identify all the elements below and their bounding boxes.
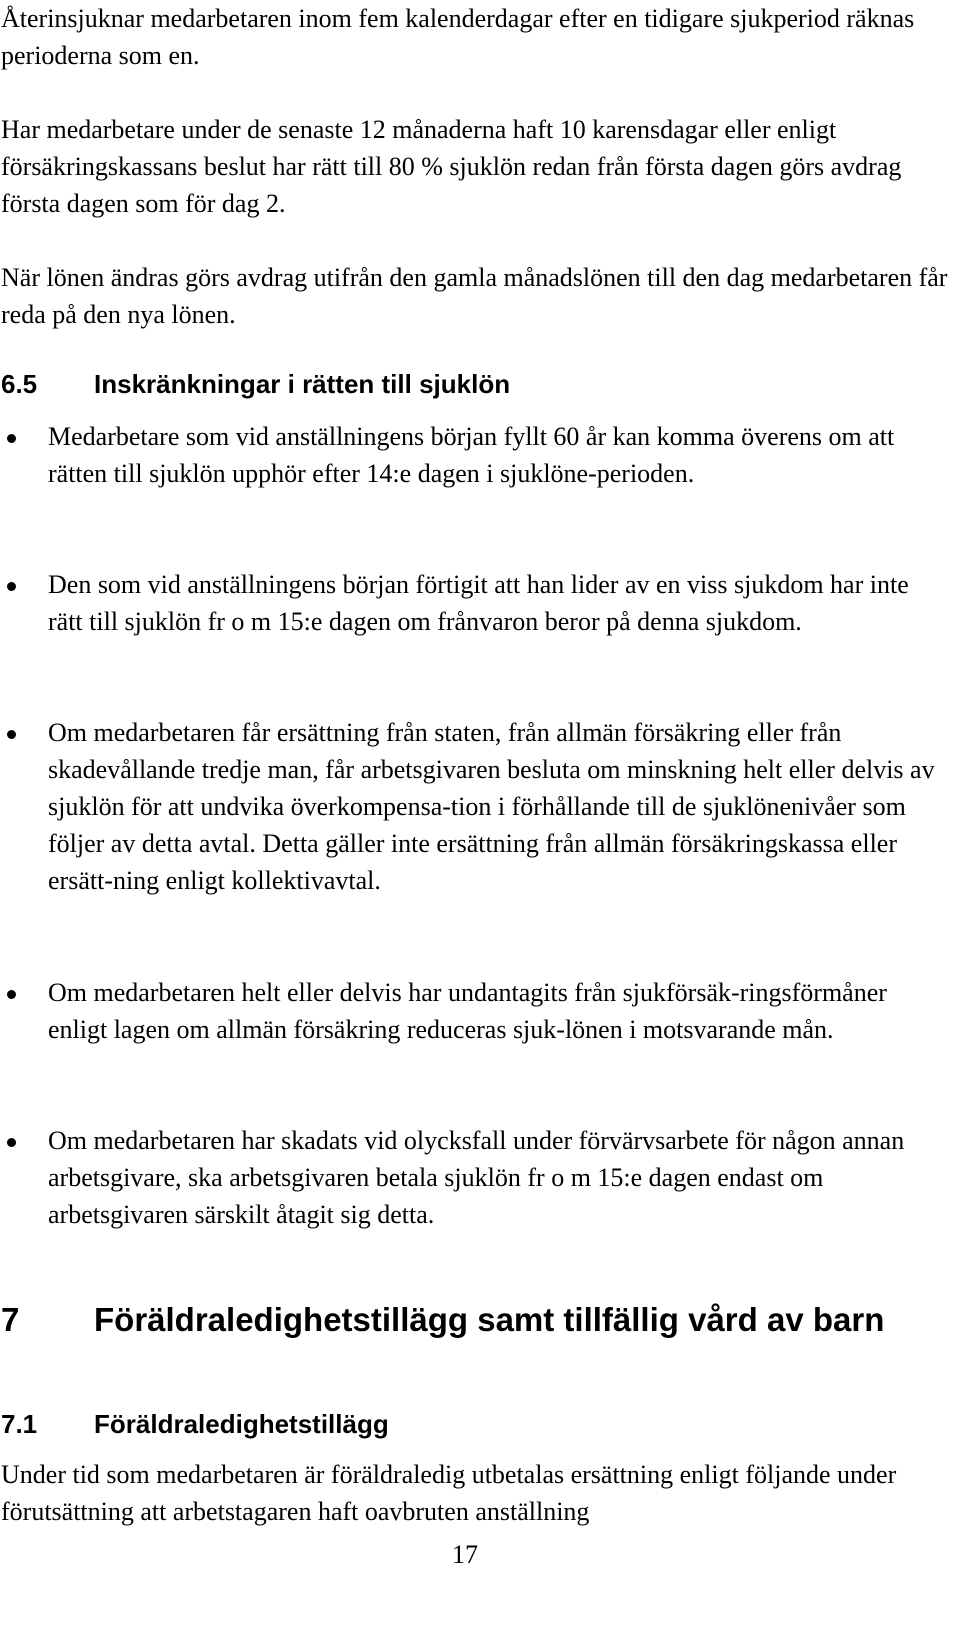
bullet-icon <box>7 582 16 591</box>
bullet-icon <box>7 990 16 999</box>
bullet-icon <box>7 730 16 739</box>
list-item-text: Om medarbetaren helt eller delvis har undantagits från sjukförsäk-ringsförmåner enligt lagen om allmän försäkring reduceras sjuk-lönen i motsvarande mån. <box>48 978 887 1044</box>
section-title: Föräldraledighetstillägg <box>94 1409 389 1439</box>
chapter-number: 7 <box>1 1301 20 1338</box>
paragraph-foraldraledighet: Under tid som medarbetaren är föräldraledig utbetalas ersättning enligt följande under förutsättning att arbetstagaren haft oavbruten anställning <box>1 1460 897 1526</box>
section-title: Inskränkningar i rätten till sjuklön <box>94 369 511 399</box>
page-number: 17 <box>452 1540 478 1569</box>
list-item-text: Om medarbetaren har skadats vid olycksfall under förvärvsarbete för någon annan arbetsgivare, ska arbetsgivaren betala sjuklön fr o m 15:e dagen endast om arbetsgivaren särskilt åtagit sig detta. <box>48 1126 905 1229</box>
chapter-title: Föräldraledighetstillägg samt tillfällig vård av barn <box>94 1301 885 1338</box>
bullet-icon <box>7 434 16 443</box>
bullet-icon <box>7 1138 16 1147</box>
list-item-text: Om medarbetaren får ersättning från staten, från allmän försäkring eller från skadevållande tredje man, får arbetsgivaren besluta om minskning helt eller delvis av sjuklön för att undvika överkompensa-tion i förhållande till de sjuklönenivåer som följer av detta avtal. Detta gäller inte ersättning från allmän försäkringskassa eller ersätt-ning enligt kollektivavtal. <box>48 718 935 895</box>
chapter-heading-7 <box>1 1298 949 1341</box>
paragraph-karensdagar: Har medarbetare under de senaste 12 månaderna haft 10 karensdagar eller enligt försäkringskassans beslut har rätt till 80 % sjuklön redan från första dagen görs avdrag första dagen som för dag 2. <box>1 115 902 218</box>
paragraph-loneandring: När lönen ändras görs avdrag utifrån den gamla månadslönen till den dag medarbetaren får reda på den nya lönen. <box>1 263 948 329</box>
list-item-text: Medarbetare som vid anställningens början fyllt 60 år kan komma överens om att rätten till sjuklön upphör efter 14:e dagen i sjuklöne-perioden. <box>48 422 895 488</box>
section-heading-6-5 <box>1 367 510 401</box>
list-item-text: Den som vid anställningens början förtigit att han lider av en viss sjukdom har inte rätt till sjuklön fr o m 15:e dagen om frånvaron beror på denna sjukdom. <box>48 570 909 636</box>
section-number: 6.5 <box>1 369 38 399</box>
section-number: 7.1 <box>1 1409 38 1439</box>
section-heading-7-1 <box>1 1407 389 1441</box>
paragraph-reinsjuknande: Återinsjuknar medarbetaren inom fem kalenderdagar efter en tidigare sjukperiod räknas perioderna som en. <box>1 4 915 70</box>
